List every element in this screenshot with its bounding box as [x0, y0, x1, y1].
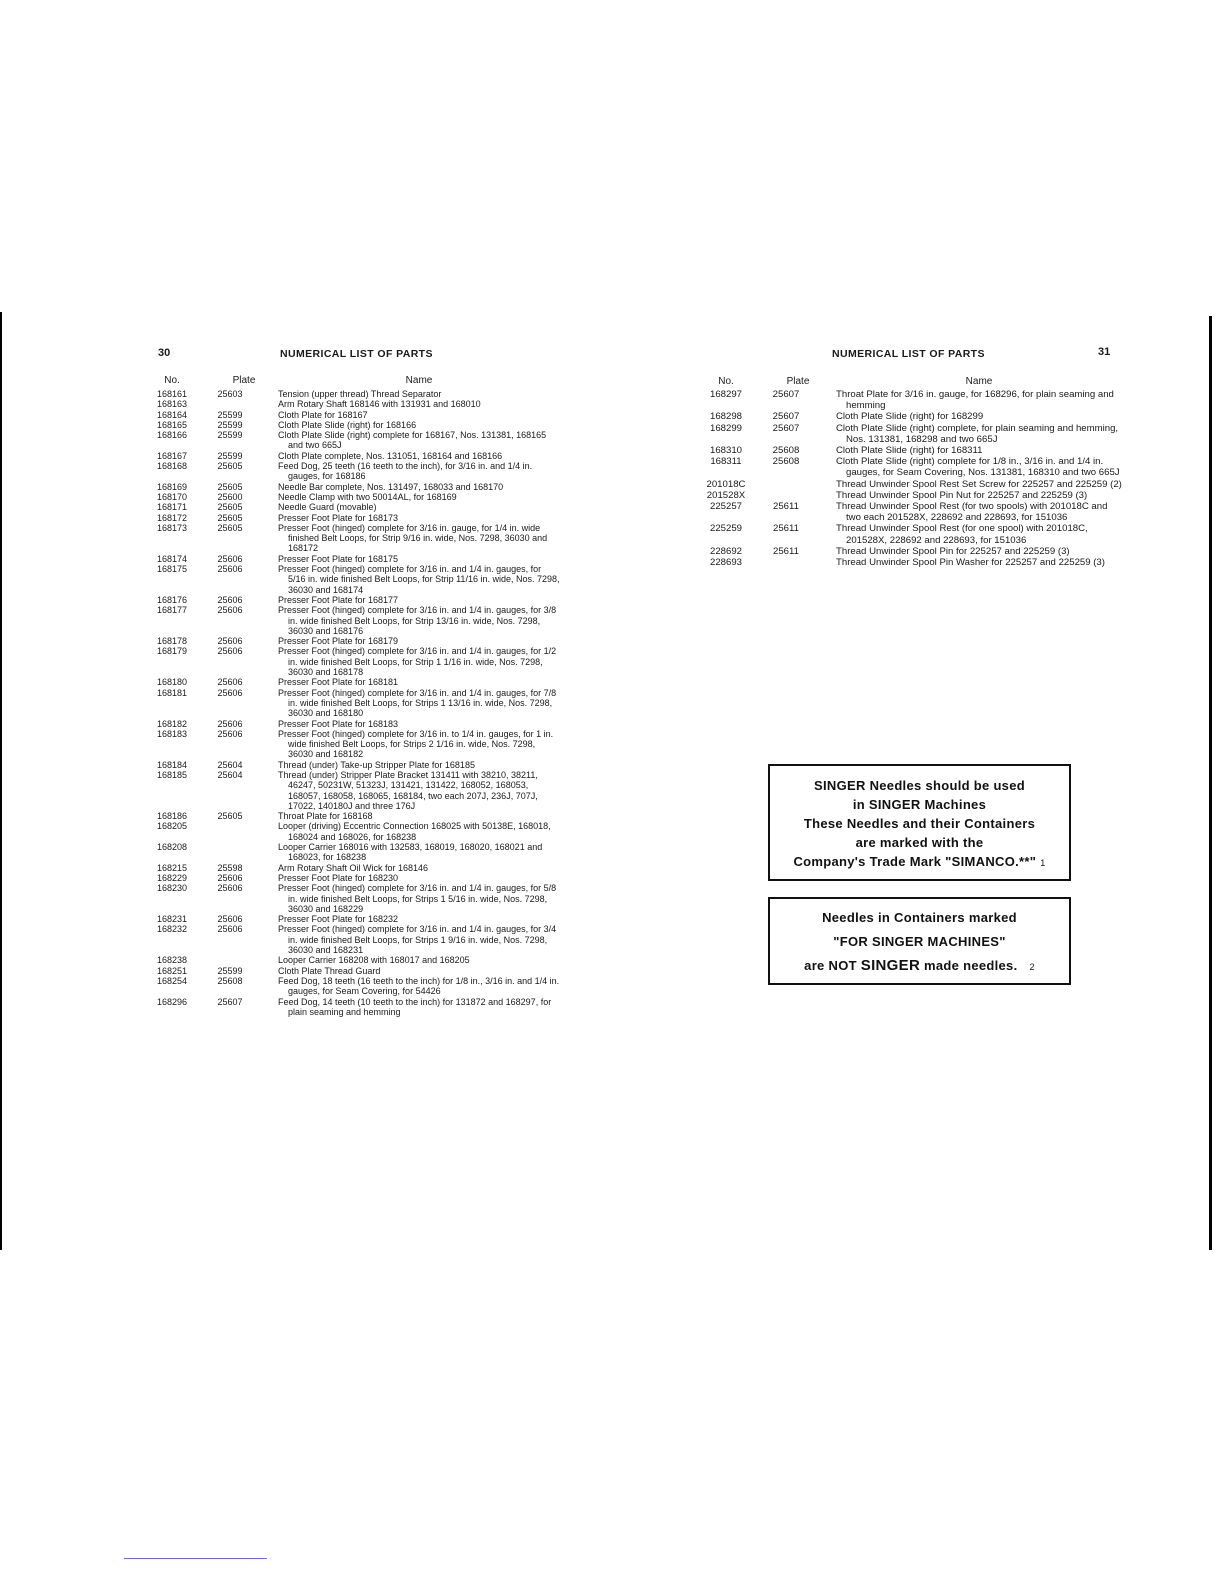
- plate-number: 25606: [217, 914, 243, 925]
- part-number: 168171: [156, 502, 188, 513]
- part-number: 168238: [156, 955, 188, 966]
- plate-number: 25608: [772, 456, 800, 468]
- part-name: Presser Foot Plate for 168173: [278, 512, 399, 523]
- header-name: Name: [405, 375, 433, 386]
- part-number: 168164: [156, 409, 188, 420]
- part-number: 168208: [156, 842, 188, 853]
- part-number: 168205: [156, 821, 188, 832]
- part-name: Cloth Plate Slide (right) for 168311: [836, 445, 983, 457]
- part-number: 228693: [709, 557, 742, 569]
- plate-number: 25608: [772, 445, 800, 457]
- part-name: Presser Foot (hinged) complete for 3/16 in. and 1/4 in. gauges, for 7/8 in. wide finished Belt Loops, for Strips 1 13/16 in. wide, Nos. 7298, 36030 and 168180: [278, 687, 557, 719]
- part-number: 168173: [156, 522, 188, 533]
- part-name: Cloth Plate Slide (right) complete for 1/8 in., 3/16 in. and 1/4 in. gauges, for Seam Covering, Nos. 131381, 168310 and two 665J: [836, 456, 1120, 479]
- part-name: Presser Foot Plate for 168175: [278, 553, 399, 564]
- plate-number: 25606: [217, 646, 243, 657]
- table-row: [150, 646, 570, 677]
- part-name: Presser Foot Plate for 168181: [278, 677, 399, 688]
- part-number: 168175: [156, 564, 188, 575]
- plate-number: 25606: [217, 677, 243, 688]
- part-name: Cloth Plate Thread Guard: [278, 965, 381, 976]
- notice-line: These Needles and their Containers: [803, 816, 1036, 831]
- part-name: Presser Foot Plate for 168183: [278, 718, 399, 729]
- part-name: Cloth Plate for 168167: [278, 409, 368, 420]
- left-column-headers: [150, 375, 570, 387]
- part-name: Throat Plate for 168168: [278, 811, 373, 822]
- part-number: 168177: [156, 605, 188, 616]
- table-row: [150, 636, 570, 646]
- plate-number: 25606: [217, 636, 243, 647]
- table-row: [150, 420, 570, 430]
- part-number: 168231: [156, 914, 188, 925]
- table-row: [702, 501, 1122, 523]
- notice-line: SINGER Needles should be used: [814, 778, 1025, 793]
- part-name: Needle Guard (movable): [278, 502, 377, 513]
- plate-number: 25599: [217, 419, 243, 430]
- part-name: Presser Foot (hinged) complete for 3/16 in. and 1/4 in. gauges, for 3/4 in. wide finished Belt Loops, for Strips 1 9/16 in. wide, Nos. 7298, 36030 and 168231: [278, 924, 557, 956]
- table-row: [150, 770, 570, 811]
- part-number: 168165: [156, 419, 188, 430]
- table-row: [150, 719, 570, 729]
- part-name: Cloth Plate Slide (right) complete for 168167, Nos. 131381, 168165 and two 665J: [278, 430, 547, 451]
- table-row: [150, 523, 570, 554]
- part-name: Feed Dog, 25 teeth (16 teeth to the inch), for 3/16 in. and 1/4 in. gauges, for 168186: [278, 461, 533, 482]
- table-row: [150, 451, 570, 461]
- part-name: Thread Unwinder Spool Pin for 225257 and 225259 (3): [836, 545, 1070, 557]
- plate-number: 25606: [217, 687, 243, 698]
- table-row: [150, 955, 570, 965]
- notice-line: Needles in Containers marked: [822, 910, 1017, 925]
- notice-line-trademark: [770, 852, 1069, 873]
- part-name: Tension (upper thread) Thread Separator: [278, 389, 442, 399]
- part-number: 168310: [709, 445, 742, 457]
- plate-number: 25604: [217, 759, 243, 770]
- part-number: 168184: [156, 759, 188, 770]
- plate-number: 25605: [217, 461, 243, 472]
- table-row: [702, 411, 1122, 422]
- plate-number: 25606: [217, 872, 243, 883]
- left-page-title: NUMERICAL LIST OF PARTS: [280, 348, 433, 360]
- table-row: [150, 914, 570, 924]
- plate-number: 25598: [217, 862, 243, 873]
- part-name: Presser Foot Plate for 168230: [278, 872, 399, 883]
- part-name: Feed Dog, 18 teeth (16 teeth to the inch) for 1/8 in., 3/16 in. and 1/4 in. gauges, for Seam Covering, for 54426: [278, 975, 560, 997]
- singer-needles-notice: [768, 764, 1071, 881]
- table-row: [150, 883, 570, 914]
- part-name: Looper Carrier 168208 with 168017 and 168205: [278, 955, 470, 966]
- plate-number: 25606: [217, 883, 243, 894]
- part-number: 168230: [156, 883, 188, 894]
- table-row: [150, 729, 570, 760]
- table-row: [702, 557, 1122, 568]
- part-number: 168229: [156, 872, 188, 883]
- plate-number: 25599: [217, 409, 243, 420]
- part-name: Needle Bar complete, Nos. 131497, 168033 and 168170: [278, 481, 504, 492]
- table-row: [702, 523, 1122, 545]
- table-row: [150, 410, 570, 420]
- plate-number: 25607: [772, 422, 800, 434]
- notice-line-brand: [770, 954, 1069, 979]
- left-page-number: 30: [158, 347, 171, 359]
- table-row: [150, 492, 570, 502]
- table-row: [150, 966, 570, 976]
- page-edge-right: [1209, 316, 1212, 1250]
- part-number: 168168: [156, 461, 188, 472]
- part-name: Feed Dog, 14 teeth (10 teeth to the inch) for 131872 and 168297, for plain seaming and hemming: [278, 996, 552, 1017]
- plate-number: 25606: [217, 564, 243, 575]
- part-number: 168311: [710, 456, 742, 468]
- part-name: Cloth Plate Slide (right) complete, for plain seaming and hemming, Nos. 131381, 168298 and two 665J: [836, 422, 1119, 445]
- part-number: 168169: [156, 481, 188, 492]
- right-page-number: 31: [1098, 346, 1111, 358]
- part-number: 168251: [156, 965, 188, 976]
- part-name: Presser Foot Plate for 168179: [278, 636, 399, 647]
- header-name: Name: [965, 376, 993, 387]
- plate-number: 25608: [217, 975, 243, 986]
- part-name: Presser Foot (hinged) complete for 3/16 in. and 1/4 in. gauges, for 3/8 in. wide finished Belt Loops, for Strip 13/16 in. wide, Nos. 7298, 36030 and 168176: [278, 605, 557, 636]
- table-row: [150, 399, 570, 409]
- table-row: [150, 997, 570, 1018]
- part-name: Thread (under) Take-up Stripper Plate for 168185: [278, 759, 475, 770]
- part-number: 168254: [156, 975, 188, 986]
- table-row: [702, 389, 1122, 411]
- table-row: [150, 811, 570, 821]
- table-row: [150, 863, 570, 873]
- table-row: [150, 605, 570, 636]
- table-row: [150, 461, 570, 482]
- part-number: 168232: [156, 924, 188, 935]
- table-row: [150, 482, 570, 492]
- table-row: [702, 445, 1122, 456]
- notice-line: in SINGER Machines: [852, 797, 987, 812]
- plate-number: 25599: [217, 965, 243, 976]
- right-column-headers: [702, 376, 1122, 388]
- table-row: [702, 490, 1122, 501]
- part-number: 168176: [156, 594, 188, 605]
- notice-line: are marked with the: [855, 835, 984, 850]
- plate-number: 25607: [217, 996, 243, 1007]
- part-number: 168297: [709, 389, 742, 400]
- plate-number: 25606: [217, 718, 243, 729]
- part-name: Looper Carrier 168016 with 132583, 168019, 168020, 168021 and 168023, for 168238: [278, 842, 543, 863]
- part-number: 168167: [156, 450, 188, 461]
- part-name: Thread (under) Stripper Plate Bracket 131411 with 38210, 38211, 46247, 50231W, 51323J, 131421, 131422, 168052, 168053, 168057, 168058, 168065, 168184, two each 207J, 236J, 707J, 17022, 140180J and three 176J: [278, 769, 538, 811]
- part-number: 168182: [156, 718, 188, 729]
- table-row: [150, 554, 570, 564]
- part-name: Thread Unwinder Spool Rest (for two spools) with 201018C and two each 201528X, 228692 and 228693, for 151036: [836, 501, 1108, 524]
- part-name: Presser Foot (hinged) complete for 3/16 in. to 1/4 in. gauges, for 1 in. wide finished Belt Loops, for Strips 2 1/16 in. wide, Nos. 7298, 36030 and 168182: [278, 728, 554, 760]
- plate-number: 25607: [772, 411, 800, 423]
- part-name: Looper (driving) Eccentric Connection 168025 with 50138E, 168018, 168024 and 168026, for 168238: [278, 821, 551, 842]
- plate-number: 25607: [772, 389, 800, 400]
- plate-number: 25606: [217, 553, 243, 564]
- table-row: [150, 564, 570, 595]
- part-number: 168183: [156, 728, 188, 739]
- part-number: 168186: [156, 811, 188, 822]
- table-row: [150, 430, 570, 451]
- part-number: 168296: [156, 996, 188, 1007]
- table-row: [150, 595, 570, 605]
- part-number: 168180: [156, 677, 188, 688]
- part-number: 168298: [709, 411, 742, 423]
- table-row: [702, 423, 1122, 445]
- part-name: Arm Rotary Shaft Oil Wick for 168146: [278, 862, 429, 873]
- header-no: No.: [718, 376, 734, 387]
- part-name: Thread Unwinder Spool Rest Set Screw for 225257 and 225259 (2): [836, 478, 1122, 490]
- plate-number: 25605: [217, 512, 243, 523]
- plate-number: 25611: [773, 545, 799, 557]
- plate-number: 25599: [217, 450, 243, 461]
- part-name: Presser Foot (hinged) complete for 3/16 in. and 1/4 in. gauges, for 1/2 in. wide finished Belt Loops, for Strip 1 1/16 in. wide, Nos. 7298, 36030 and 168178: [278, 646, 557, 678]
- table-row: [702, 456, 1122, 478]
- header-plate: Plate: [786, 376, 810, 387]
- part-name: Arm Rotary Shaft 168146 with 131931 and 168010: [278, 399, 481, 410]
- notice-line: "FOR SINGER MACHINES": [833, 934, 1006, 949]
- part-name: Presser Foot (hinged) complete for 3/16 in. and 1/4 in. gauges, for 5/16 in. wide finished Belt Loops, for Strip 11/16 in. wide, Nos. 7298, 36030 and 168174: [278, 564, 560, 595]
- part-name: Thread Unwinder Spool Pin Washer for 225257 and 225259 (3): [836, 557, 1105, 569]
- page-edge-left: [0, 312, 2, 1250]
- plate-number: 25605: [217, 522, 243, 533]
- part-name: Thread Unwinder Spool Pin Nut for 225257 and 225259 (3): [836, 489, 1088, 501]
- part-name: Throat Plate for 3/16 in. gauge, for 168296, for plain seaming and hemming: [836, 389, 1114, 412]
- part-number: 168215: [156, 862, 188, 873]
- part-number: 168181: [156, 687, 188, 698]
- part-number: 168161: [156, 389, 188, 399]
- header-plate: Plate: [232, 375, 256, 386]
- part-number: 168170: [156, 491, 188, 502]
- plate-number: 25605: [217, 502, 243, 513]
- part-number: 201528X: [706, 489, 746, 501]
- left-parts-table: [150, 389, 570, 1017]
- table-row: [150, 842, 570, 863]
- table-row: [150, 677, 570, 687]
- plate-number: 25611: [773, 501, 799, 513]
- footnote-marker: 1: [1040, 858, 1046, 868]
- part-number: 168299: [709, 422, 742, 434]
- part-name: Cloth Plate complete, Nos. 131051, 168164 and 168166: [278, 450, 503, 461]
- table-row: [150, 821, 570, 842]
- table-row: [702, 546, 1122, 557]
- table-row: [150, 502, 570, 512]
- part-name: Presser Foot (hinged) complete for 3/16 in. gauge, for 1/4 in. wide finished Belt Loops, for Strip 9/16 in. wide, Nos. 7298, 36030 and 168172: [278, 522, 548, 554]
- table-row: [150, 924, 570, 955]
- part-name: Needle Clamp with two 50014AL, for 168169: [278, 491, 457, 502]
- notice-text: made needles.: [924, 958, 1018, 973]
- part-number: 168166: [156, 430, 188, 441]
- part-name: Presser Foot (hinged) complete for 3/16 in. and 1/4 in. gauges, for 5/8 in. wide finished Belt Loops, for Strips 1 5/16 in. wide, Nos. 7298, 36030 and 168229: [278, 883, 557, 914]
- plate-number: 25605: [217, 481, 243, 492]
- part-number: 168179: [156, 646, 188, 657]
- part-name: Presser Foot Plate for 168177: [278, 594, 399, 605]
- part-number: 168174: [156, 553, 188, 564]
- right-parts-table: [702, 389, 1122, 568]
- part-name: Presser Foot Plate for 168232: [278, 914, 399, 925]
- plate-number: 25604: [217, 769, 243, 780]
- trademark-text: Company's Trade Mark "SIMANCO.**": [793, 854, 1037, 869]
- plate-number: 25606: [217, 728, 243, 739]
- part-number: 168185: [156, 769, 188, 780]
- part-name: Cloth Plate Slide (right) for 168299: [836, 411, 984, 423]
- table-row: [150, 976, 570, 997]
- plate-number: 25606: [217, 605, 243, 616]
- plate-number: 25606: [217, 594, 243, 605]
- part-number: 225257: [709, 501, 742, 513]
- part-number: 201018C: [706, 478, 746, 490]
- table-row: [150, 873, 570, 883]
- table-row: [150, 513, 570, 523]
- part-number: 168172: [156, 512, 188, 523]
- table-row: [150, 760, 570, 770]
- table-row: [702, 479, 1122, 490]
- table-row: [150, 389, 570, 399]
- plate-number: 25600: [217, 491, 243, 502]
- right-page-title: NUMERICAL LIST OF PARTS: [832, 348, 985, 360]
- footnote-marker: 2: [1029, 962, 1035, 972]
- notice-text: are NOT: [804, 958, 857, 973]
- part-name: Cloth Plate Slide (right) for 168166: [278, 419, 417, 430]
- header-no: No.: [164, 375, 180, 386]
- brand-text: SINGER: [860, 957, 921, 974]
- part-number: 228692: [709, 545, 742, 557]
- plate-number: 25599: [217, 430, 243, 441]
- plate-number: 25605: [217, 811, 243, 822]
- table-row: [150, 688, 570, 719]
- part-name: Thread Unwinder Spool Rest (for one spool) with 201018C, 201528X, 228692 and 228693, for 151036: [836, 523, 1088, 546]
- plate-number: 25606: [217, 924, 243, 935]
- non-singer-needles-notice: [768, 897, 1071, 985]
- part-number: 168163: [156, 399, 188, 410]
- part-number: 168178: [156, 636, 188, 647]
- part-number: 225259: [709, 523, 742, 535]
- plate-number: 25603: [217, 389, 243, 399]
- plate-number: 25611: [773, 523, 799, 535]
- bottom-rule: [124, 1558, 267, 1559]
